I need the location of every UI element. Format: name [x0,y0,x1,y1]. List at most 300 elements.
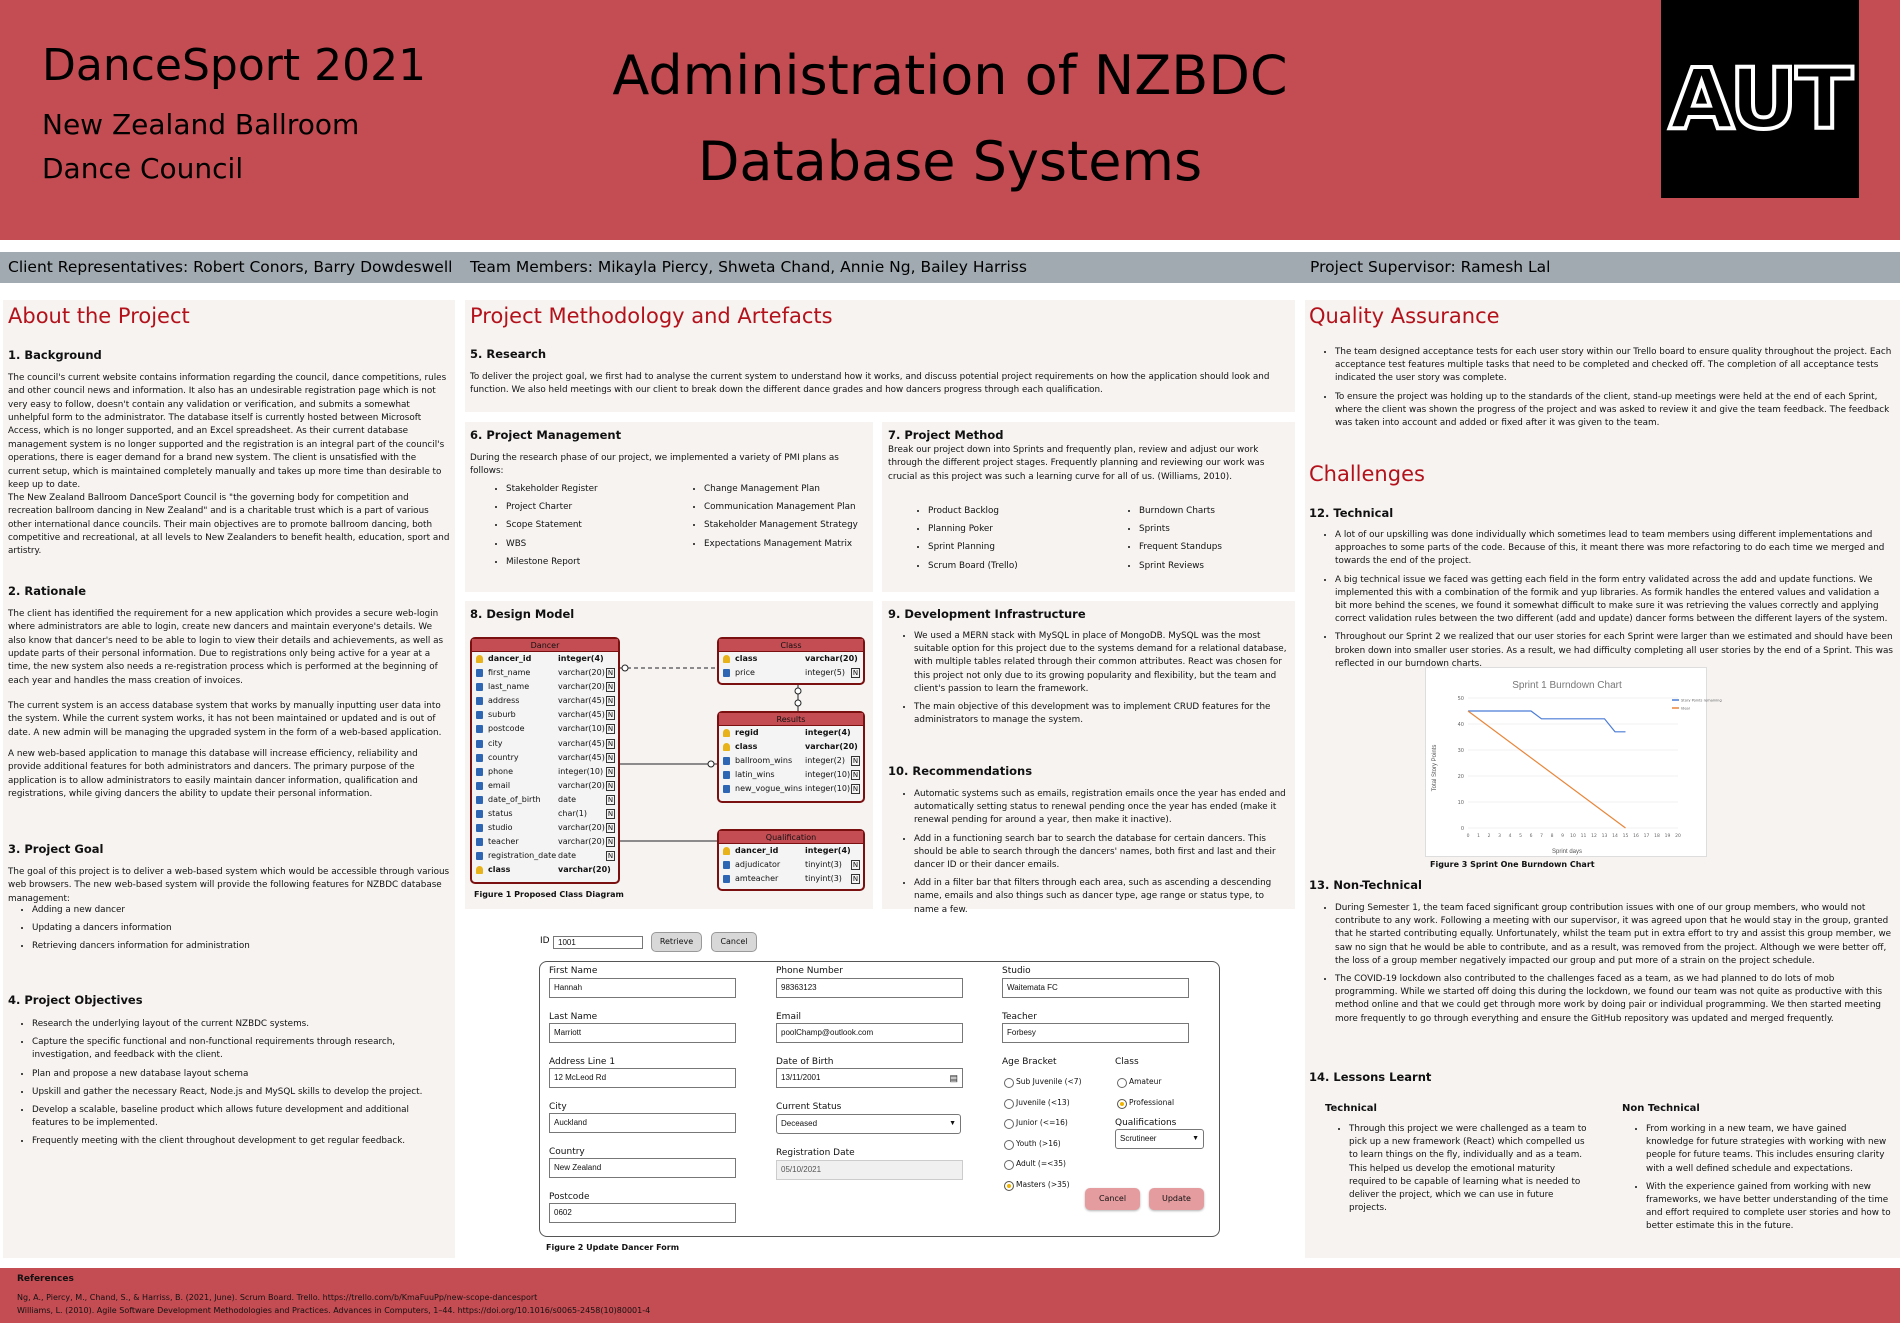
table-row [719,652,863,666]
column-name: amteacher [735,874,779,884]
column-name: price [735,668,755,678]
column-name: dancer_id [735,846,779,855]
table-row [719,666,863,680]
x-tick-label: 6 [1529,834,1533,839]
qualification-table-rows [719,844,863,886]
last-name-input[interactable]: Marriott [549,1023,736,1043]
table-row [472,793,618,807]
method-list-left [906,505,1096,578]
x-tick-label: 2 [1487,834,1491,839]
table-row [472,821,618,835]
first-name-input[interactable]: Hannah [549,978,736,998]
column-type: varchar(20) [558,837,605,847]
qa-heading: Quality Assurance [1309,304,1500,328]
table-row [719,872,863,886]
project-method-heading: 7. Project Method [888,428,1004,442]
dob-input[interactable] [776,1068,963,1088]
chart-title: Sprint 1 Burndown Chart [1512,680,1622,691]
list-item: • Adding a new dancer [32,904,430,917]
goal-heading: 3. Project Goal [8,842,104,856]
column-name: suburb [488,710,516,720]
table-row [472,765,618,779]
teacher-label: Teacher [1002,1012,1037,1022]
list-item: • Throughout our Sprint 2 we realized that our user stories for each Sprint were larger than we estimated and should have been broken down into smaller user stories. As a result, we had difficulty completing all user stories by the end of a Sprint. This was reflected in our burndown charts. [1335,631,1893,671]
list-item: • Automatic systems such as emails, registration emails once the year has ended and automatically setting status to renewal pending once the year has ended (make it renewal pending for around a year, then make it inactive). [914,788,1288,828]
column-type: integer(4) [805,846,851,855]
table-row [472,737,618,751]
list-item: • Add in a filter bar that filters through each area, such as ascending a descending name, emails and also things such as dancer type, age range or status type, to name a few. [914,877,1288,917]
x-tick-label: 12 [1591,834,1597,839]
objectives-heading: 4. Project Objectives [8,993,143,1007]
nullable-marker: N [852,757,859,766]
aut-logo-text: AUT [1669,50,1851,148]
column-icon [476,782,483,790]
list-item: • Sprint Reviews [1139,560,1287,573]
y-tick-label: 30 [1457,748,1464,754]
table-row [472,779,618,793]
update-form-caption: Figure 2 Update Dancer Form [546,1243,680,1252]
non-technical-list [1313,902,1893,1031]
poster-title-line1: Administration of NZBDC [612,44,1288,107]
chart-gridlines [1468,698,1678,828]
column-name: new_vogue_wins [735,784,803,794]
x-tick-label: 8 [1550,834,1554,839]
column-type: integer(10) [558,766,604,776]
dancer-table-rows [472,652,618,878]
column-type: integer(2) [805,756,845,766]
teacher-input[interactable]: Forbesy [1002,1023,1189,1043]
class-radio-amateur[interactable]: Amateur [1117,1077,1161,1086]
country-input[interactable]: New Zealand [549,1158,736,1178]
chart-y-label: Total Story Points [1432,744,1438,792]
goal-paragraph: The goal of this project is to deliver a web-based system which would be accessible through various web browsers. The new web-based system will provide the following features for NZBDC database management: [8,867,450,904]
goal-list [10,904,430,959]
list-item: • To ensure the project was holding up to the standards of the client, stand-up meetings were held at the end of each Sprint, where the client was shown the progress of the project and was asked to review it and give the team feedback. The feedback was taken into account and added or fixed after it was given to the team. [1335,391,1893,431]
column-name: first_name [488,668,531,678]
column-type: integer(10) [805,784,851,794]
column-name: class [735,654,758,663]
status-select[interactable] [776,1114,961,1134]
nullable-marker: N [607,810,614,819]
list-item: • A big technical issue we faced was getting each field in the form entry validated across the add and update functions. We implemented this with a combination of the formik and yup libraries. As formik handles the entered values and validation a bit more behind the scenes, we found it somewhat difficult to make sure it was retrieving the values correctly and applying correct validation rules between the two different (add and update) dancer forms between the different layers of the system. [1335,574,1893,627]
burndown-chart [1425,667,1722,857]
list-item: • We used a MERN stack with MySQL in place of MongoDB. MySQL was the most suitable option for this project due to the systems demand for a relational database, with multiple tables related through their common attributes. React was chosen for this project not only due to its growing popularity and flexibility, but the team and client's passion to learn the framework. [914,630,1288,696]
objectives-list [10,1018,442,1154]
table-row [472,835,618,849]
results-table [717,711,865,803]
column-type: varchar(45) [558,752,605,762]
nullable-marker: N [607,781,614,790]
event-title: DanceSport 2021 [42,40,427,91]
column-icon [476,740,483,748]
age-bracket-label: Age Bracket [1002,1057,1057,1067]
retrieve-button[interactable]: Retrieve [651,932,702,952]
column-icon [723,771,730,779]
age-radio-sub-juvenile[interactable]: Sub Juvenile (<7) [1004,1077,1082,1086]
x-tick-label: 20 [1675,834,1681,839]
nullable-marker: N [607,683,614,692]
table-row [472,680,618,694]
key-icon [723,743,730,751]
column-name: dancer_id [488,654,532,663]
about-heading: About the Project [8,304,190,328]
column-type: varchar(20) [805,742,858,752]
chart-y-ticks [1458,696,1464,832]
pm-list-right [682,483,872,556]
nullable-marker: N [607,767,614,776]
qualifications-value: Scrutineer [1120,1134,1157,1143]
key-icon [723,729,730,737]
list-item: • Scrum Board (Trello) [928,560,1096,573]
table-row [472,722,618,736]
table-row [719,726,863,740]
column-type: varchar(20) [558,668,605,678]
list-item: • Planning Poker [928,523,1096,536]
chart-series [1468,711,1626,828]
x-tick-label: 1 [1477,834,1480,839]
column-icon [476,669,483,677]
column-icon [723,785,730,793]
pm-list-left [484,483,664,574]
recommendations-list [892,788,1288,922]
column-icon [476,838,483,846]
x-tick-label: 5 [1519,834,1522,839]
recommendations-heading: 10. Recommendations [888,764,1033,778]
cancel-retrieve-button[interactable]: Cancel [711,932,757,952]
key-icon [723,655,730,663]
rationale-paragraph-3: A new web-based application to manage this database will increase efficiency, reliability and provide additional features for both administrators and dancers. The primary purpose of the application is to allow administrators to easily maintain dancer information, qualification and registrations, while giving dancers the ability to update their personal information. [8,749,418,800]
nullable-marker: N [607,697,614,706]
list-item: • Capture the specific functional and non-functional requirements through research, investigation, and feedback with the client. [32,1036,442,1062]
age-radio-juvenile[interactable]: Juvenile (<13) [1004,1098,1070,1107]
list-item: • Product Backlog [928,505,1096,518]
column-name: city [488,738,503,748]
column-icon [476,754,483,762]
qualifications-label: Qualifications [1115,1118,1177,1128]
table-row [472,849,618,863]
key-icon [723,847,730,855]
table-row [472,863,618,877]
series-line-ideal [1468,711,1626,828]
team-members: Team Members: Mikayla Piercy, Shweta Chand, Annie Ng, Bailey Harriss [470,258,1027,276]
x-tick-label: 19 [1664,834,1671,839]
postcode-input[interactable]: 0602 [549,1203,736,1223]
column-type: tinyint(3) [805,860,842,870]
calendar-icon[interactable]: ▤ [949,1073,958,1083]
challenges-heading: Challenges [1309,462,1425,486]
studio-label: Studio [1002,966,1031,976]
y-tick-label: 40 [1457,722,1464,728]
list-item: • Frequent Standups [1139,541,1287,554]
city-label: City [549,1102,567,1112]
org-name-line2: Dance Council [42,152,244,185]
table-row [472,751,618,765]
column-icon [723,875,730,883]
development-heading: 9. Development Infrastructure [888,607,1086,621]
age-radio-masters[interactable]: Masters (>35) [1004,1180,1070,1189]
references-heading: References [17,1274,74,1284]
x-tick-label: 17 [1643,834,1650,839]
nullable-marker: N [852,785,859,794]
list-item: • During Semester 1, the team faced significant group contribution issues with one of our group members, who would not contribute to any work. Following a meeting with our supervisor, it was agreed upon that he would stay in the group, granted that he started contributing equally. Unfortunately, whilst the team put in extra effort to try and assist this group member, we saw no sign that he would be able to contribute, and as a result, was removed from the project. Although we were better off, the loss of a group member negatively impacted our group and put more of a strain on the project schedule. [1335,902,1893,968]
x-tick-label: 18 [1654,834,1660,839]
column-type: varchar(45) [558,696,605,706]
list-item: • Milestone Report [506,556,664,569]
class-label: Class [1115,1057,1139,1067]
column-name: address [488,696,520,706]
rationale-paragraph-2: The current system is an access database system that works by manually inputting user data into the system. While the current system works, it has not been maintained or updated and is out of date. A new admin will be managing the upgraded system in the form of a web-based application. [8,701,442,738]
x-tick-label: 9 [1561,834,1564,839]
project-management-paragraph: During the research phase of our project, we implemented a variety of PMI plans as follows: [470,453,839,477]
column-name: class [735,742,758,752]
non-technical-heading: 13. Non-Technical [1309,878,1422,892]
nullable-marker: N [607,725,614,734]
nullable-marker: N [607,711,614,720]
key-icon [476,866,483,874]
list-item: • WBS [506,538,664,551]
column-name: country [488,752,519,762]
table-row [719,754,863,768]
legend-label: Story Points remaining [1681,698,1722,703]
dancer-table [470,637,620,884]
chevron-down-icon: ▼ [1192,1135,1199,1142]
list-item: • Scope Statement [506,519,664,532]
x-tick-label: 11 [1580,834,1587,839]
background-heading: 1. Background [8,348,102,362]
table-row [472,694,618,708]
column-name: email [488,780,511,790]
column-type: varchar(10) [558,724,605,734]
email-input[interactable]: poolChamp@outlook.com [776,1023,963,1043]
column-name: adjudicator [735,860,781,870]
column-type: date [558,851,577,861]
background-paragraph-1: The council's current website contains information regarding the council, dance competitions, rules and other council news and information. It also has an undesirable registration page which is not very easy to follow, doesn't contain any validation or verification, and submits a somewhat unhelpful form to the administrator. The database itself is currently hosted between Microsoft Access, which is no longer supported, and an Excel spreadsheet. As their current database management system is no longer supported and the registration is an integral part of the council's operations, there is eager demand for a brand new system. The client is unsatisfied with the current setup, which is maintained completely manually and takes up more time than desirable to keep up to date. [8,373,447,490]
methodology-heading: Project Methodology and Artefacts [470,304,833,328]
table-row [472,807,618,821]
table-title: Results [719,713,863,726]
column-name: last_name [488,682,530,692]
column-type: varchar(20) [805,654,858,663]
id-label: ID [540,936,550,946]
nullable-marker: N [607,753,614,762]
column-icon [476,824,483,832]
table-title: Class [719,639,863,652]
y-tick-label: 50 [1457,696,1464,702]
column-type: integer(4) [558,654,604,663]
list-item: • With the experience gained from working with new frameworks, we have better understanding of the time and effort required to complete user stories and how to better estimate this in the future. [1646,1181,1892,1234]
column-type: varchar(20) [558,823,605,833]
reference-1: Ng, A., Piercy, M., Chand, S., & Harriss, B. (2021, June). Scrum Board. Trello. https://trello.com/b/KmaFuuPp/new-scope-dancesport [17,1293,538,1302]
address-label: Address Line 1 [549,1057,616,1067]
lessons-heading: 14. Lessons Learnt [1309,1070,1432,1084]
table-row [472,708,618,722]
column-name: latin_wins [735,770,775,780]
x-tick-label: 3 [1498,834,1501,839]
x-tick-label: 13 [1601,834,1608,839]
column-icon [723,757,730,765]
column-icon [476,810,483,818]
project-method-paragraph: Break our project down into Sprints and frequently plan, review and adjust our work through the different project stages. Frequently planning and reviewing our work was crucial as this project was such a learning curve for all of us. (Williams, 2010). [888,445,1265,482]
nullable-marker: N [607,852,614,861]
age-radio-junior[interactable]: Junior (<=16) [1004,1118,1068,1127]
chart-x-ticks [1467,833,1681,839]
link-end-marker [795,700,801,706]
link-end-marker [708,761,714,767]
list-item: • Add in a functioning search bar to search the database for certain dancers. This should be able to search through the dancers' names, both first and last and their dancer ID or their dancer emails. [914,833,1288,873]
table-row [719,858,863,872]
registration-date-input: 05/10/2021 [776,1160,963,1180]
table-row [719,844,863,858]
nullable-marker: N [607,838,614,847]
nullable-marker: N [607,824,614,833]
class-diagram-caption: Figure 1 Proposed Class Diagram [474,890,624,899]
column-name: date_of_birth [488,794,541,804]
email-label: Email [776,1012,801,1022]
address-input[interactable]: 12 McLeod Rd [549,1068,736,1088]
registration-date-label: Registration Date [776,1148,855,1158]
class-table-rows [719,652,863,680]
column-type: date [558,794,577,804]
class-radio-professional[interactable]: Professional [1117,1098,1174,1107]
dob-value: 13/11/2001 [781,1073,821,1082]
phone-label: Phone Number [776,966,843,976]
rationale-heading: 2. Rationale [8,584,87,598]
column-icon [476,711,483,719]
list-item: • Sprints [1139,523,1287,536]
column-name: ballroom_wins [735,756,793,766]
poster-title-line2: Database Systems [697,130,1203,193]
client-representatives: Client Representatives: Robert Conors, Barry Dowdeswell [8,258,453,276]
list-item: • The main objective of this development was to implement CRUD features for the administrators to manage the system. [914,701,1288,727]
list-item: • Plan and propose a new database layout schema [32,1068,442,1081]
list-item: • Through this project we were challenged as a team to pick up a new framework (React) which compelled us to learn things on the fly, individually and as a team. This helped us develop the emotional maturity required to be capable of learning what is needed to deliver the project, which we can use in future projects. [1349,1123,1587,1215]
development-list [892,630,1288,732]
aut-logo [1661,0,1859,198]
list-item: • Change Management Plan [704,483,872,496]
column-name: postcode [488,724,525,734]
project-supervisor: Project Supervisor: Ramesh Lal [1310,258,1551,276]
nullable-marker: N [852,861,859,870]
table-row [719,740,863,754]
list-item: • Project Charter [506,501,664,514]
design-model-heading: 8. Design Model [470,607,575,621]
table-row [472,666,618,680]
key-icon [476,655,483,663]
chart-x-label: Sprint days [1551,849,1583,855]
qualifications-select[interactable] [1115,1129,1204,1149]
list-item: • Updating a dancers information [32,922,430,935]
column-type: varchar(20) [558,865,611,875]
table-title: Dancer [472,639,618,652]
x-tick-label: 0 [1466,834,1470,839]
column-name: registration_date [488,851,557,861]
reference-2: Williams, L. (2010). Agile Software Development Methodologies and Practices. Advances in Computers, 1–44. https://doi.org/10.1016/s0065-2458(10)80001-4 [17,1306,651,1315]
table-row [719,782,863,796]
column-type: integer(4) [805,728,851,737]
y-tick-label: 10 [1457,800,1464,806]
link-end-marker [622,665,628,671]
list-item: • Retrieving dancers information for administration [32,940,430,953]
y-tick-label: 0 [1460,826,1464,832]
country-label: Country [549,1147,585,1157]
link-end-marker [795,688,801,694]
x-tick-label: 7 [1540,834,1543,839]
column-icon [476,697,483,705]
table-title: Qualification [719,831,863,844]
column-name: phone [488,766,514,776]
city-input[interactable]: Auckland [549,1113,736,1133]
class-table [717,637,865,685]
list-item: • From working in a new team, we have gained knowledge for future strategies with working with new people for future teams. This includes ensuring clarity with a well defined schedule and expectations. [1646,1123,1892,1176]
x-tick-label: 15 [1622,834,1629,839]
column-type: varchar(20) [558,780,605,790]
list-item: • Research the underlying layout of the current NZBDC systems. [32,1018,442,1031]
nullable-marker: N [852,771,859,780]
cancel-button[interactable]: Cancel [1085,1188,1140,1210]
x-tick-label: 16 [1633,834,1639,839]
column-type: char(1) [558,809,587,819]
legend-label: Ideal [1681,706,1690,711]
age-radio-adult[interactable]: Adult (=<35) [1004,1159,1066,1168]
list-item: • The COVID-19 lockdown also contributed to the challenges faced as a team, as we had planned to do lots of mob programming. While we started off doing this during the lockdown, we found our team was not quite as productive with this method online and that we could get through more work by doing pair or individual programming. We then started meeting more frequently to go through everything and ensure the GitHub repository was updated and merged frequently. [1335,973,1893,1026]
project-management-heading: 6. Project Management [470,428,622,442]
burndown-caption: Figure 3 Sprint One Burndown Chart [1430,860,1595,869]
id-input[interactable]: 1001 [553,936,643,949]
rationale-paragraph-1: The client has identified the requirement for a new application which provides a secure web-login where administrators are able to login, create new dancers and maintain everyone's details. We also know that dancer's need to be able to login to view their details and achievements, as well as update parts of their personal information. Due to registrations only being active for a year at a time, the new system also needs a re-registration process which is performed at the beginning of each year and handles the mass creation of invoices. [8,609,444,686]
column-icon [476,768,483,776]
method-list-right [1117,505,1287,578]
list-item: • The team designed acceptance tests for each user story within our Trello board to ensure quality throughout the project. Each acceptance test features multiple tasks that need to be completed and checked off. The completion of all acceptance tests indicated the user story was complete. [1335,346,1893,386]
x-tick-label: 10 [1570,834,1576,839]
org-name-line1: New Zealand Ballroom [42,108,360,141]
lessons-technical-list [1327,1123,1587,1220]
table-row [719,768,863,782]
list-item: • Upskill and gather the necessary React, Node.js and MySQL skills to develop the project. [32,1086,442,1099]
list-item: • Develop a scalable, baseline product which allows future development and additional features to be implemented. [32,1104,442,1130]
list-item: • A lot of our upskilling was done individually which sometimes lead to team members using different implementations and approaches to some parts of the code. Because of this, it meant there was more refactoring to do each time we merged and towards the end of the project. [1335,529,1893,569]
nullable-marker: N [607,669,614,678]
lessons-technical-heading: Technical [1325,1103,1377,1114]
column-name: status [488,809,513,819]
list-item: • Burndown Charts [1139,505,1287,518]
lessons-non-technical-list [1624,1123,1892,1239]
column-type: varchar(45) [558,710,605,720]
list-item: • Expectations Management Matrix [704,538,872,551]
phone-input[interactable]: 98363123 [776,978,963,998]
column-type: varchar(45) [558,738,605,748]
column-type: integer(10) [805,770,851,780]
update-button[interactable]: Update [1149,1188,1204,1210]
status-value: Deceased [781,1119,818,1128]
status-label: Current Status [776,1102,842,1112]
column-icon [476,796,483,804]
studio-input[interactable]: Waitemata FC [1002,978,1189,998]
column-icon [476,683,483,691]
nullable-marker: N [607,795,614,804]
qa-list [1313,346,1893,435]
technical-list [1313,529,1893,676]
list-item: • Sprint Planning [928,541,1096,554]
list-item: • Stakeholder Management Strategy [704,519,872,532]
column-name: studio [488,823,513,833]
technical-heading: 12. Technical [1309,506,1394,520]
postcode-label: Postcode [549,1192,590,1202]
age-radio-youth[interactable]: Youth (>16) [1004,1139,1061,1148]
table-row [472,652,618,666]
column-name: teacher [488,837,519,847]
x-tick-label: 14 [1612,834,1618,839]
nullable-marker: N [607,739,614,748]
